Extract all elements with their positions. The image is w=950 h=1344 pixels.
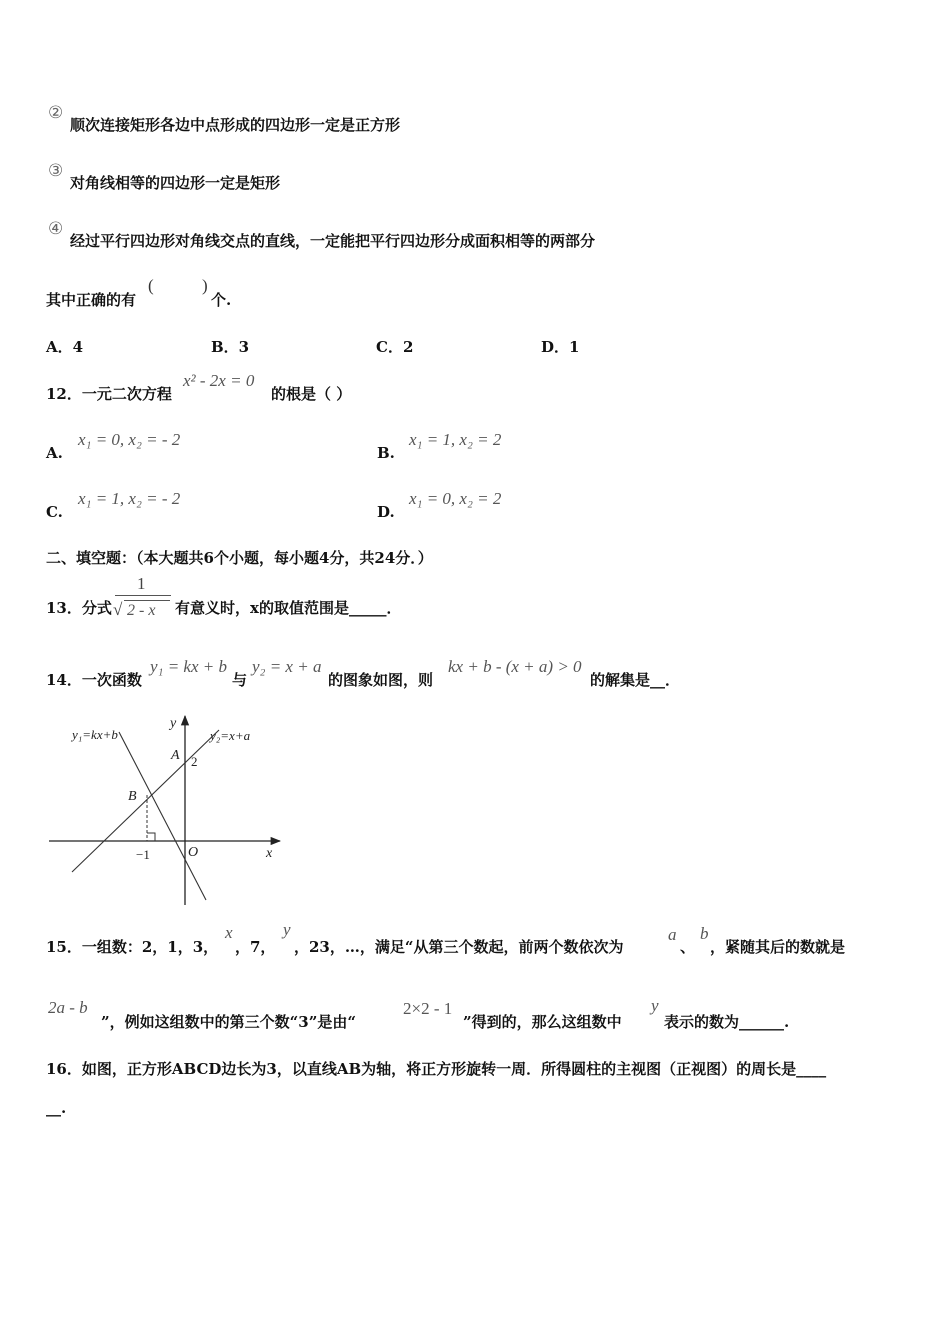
q13-fraction-bar [115, 595, 171, 596]
section-2-heading: 二、填空题：（本大题共6个小题，每小题4分，共24分．） [46, 549, 433, 567]
q15-y-2: y [651, 996, 659, 1015]
q11-paren-close: ) [202, 276, 208, 295]
q15-b: b [700, 924, 709, 943]
q15-mid: ，23，…，满足“从第三个数起，前两个数依次为 [294, 938, 624, 956]
statement-4-text: 经过平行四边形对角线交点的直线，一定能把平行四边形分成面积相等的两部分 [70, 232, 596, 250]
q15-expression: 2a - b [48, 998, 88, 1017]
label-y1: y₁=kx+b [72, 727, 118, 742]
q13-suffix: 有意义时，x的取值范围是_____． [175, 599, 402, 617]
q12-option-b-label: B. [377, 444, 395, 462]
statement-2-text: 顺次连接矩形各边中点形成的四边形一定是正方形 [70, 116, 401, 134]
q12-option-c-label: C. [46, 503, 63, 521]
q15-line2-a: ”，例如这组数中的第三个数“3”是由“ [101, 1013, 356, 1031]
q12-prefix: 12．一元二次方程 [46, 385, 172, 403]
q11-option-d: D．1 [541, 338, 580, 356]
q12-option-c: x₁ = 1, x₂ = - 2 [78, 489, 181, 508]
q12-equation: x² - 2x = 0 [183, 371, 255, 390]
q13-numerator: 1 [137, 574, 146, 593]
q11-prefix: 其中正确的有 [46, 291, 137, 309]
q14-mid-1: 与 [232, 671, 248, 689]
q14-graph [44, 710, 294, 910]
statement-2-number: ② [48, 103, 64, 123]
q15-expression-2: 2×2 - 1 [403, 999, 453, 1018]
q12-option-b: x₁ = 1, x₂ = 2 [409, 430, 502, 449]
q11-option-c: C．2 [376, 338, 414, 356]
right-angle-mark [147, 833, 155, 841]
q11-option-b: B．3 [211, 338, 250, 356]
q15-line2-c: 表示的数为______. [664, 1013, 790, 1031]
q15-sep: ，7， [235, 938, 276, 956]
q13-sqrt-sign: √ [113, 600, 123, 619]
q15-prefix: 15．一组数：2，1，3， [46, 938, 219, 956]
origin-label: O [188, 845, 199, 860]
tick-2-label: 2 [191, 754, 198, 769]
q12-option-d: x₁ = 0, x₂ = 2 [409, 489, 502, 508]
q12-option-a-label: A. [46, 444, 63, 462]
q11-option-a: A．4 [46, 338, 84, 356]
q13-prefix: 13．分式 [46, 599, 112, 617]
q11-paren-open: ( [148, 276, 154, 295]
q15-x: x [225, 923, 233, 942]
point-b-label: B [128, 789, 137, 804]
statement-4-number: ④ [48, 219, 64, 239]
q11-suffix: 个. [211, 291, 232, 309]
statement-3-text: 对角线相等的四边形一定是矩形 [70, 174, 281, 192]
q12-suffix: 的根是（ ） [271, 385, 352, 403]
axis-x-label: x [266, 846, 273, 861]
q12-option-a: x₁ = 0, x₂ = - 2 [78, 430, 181, 449]
q15-tail: ，紧随其后的数就是 [710, 938, 846, 956]
q14-function-1: y₁ = kx + b [150, 657, 227, 676]
q16-line-1: 16．如图，正方形ABCD边长为3，以直线AB为轴，将正方形旋转一周．所得圆柱的主视图（正视图）的周长是____ [46, 1060, 827, 1078]
q15-a: a [668, 925, 677, 944]
q15-y: y [283, 920, 291, 939]
q12-option-d-label: D. [377, 503, 395, 521]
q14-inequality: kx + b - (x + a) > 0 [448, 657, 582, 676]
axis-y-label: y [170, 716, 177, 731]
q15-dun: 、 [680, 938, 696, 956]
point-a-label: A [171, 748, 180, 763]
label-y2: y₂=x+a [210, 728, 251, 743]
statement-3-number: ③ [48, 161, 64, 181]
q13-denominator: 2 - x [127, 602, 156, 619]
q14-function-2: y₂ = x + a [252, 657, 322, 676]
q13-sqrt-bar [124, 600, 170, 601]
q14-mid-2: 的图象如图，则 [328, 671, 434, 689]
q14-suffix: 的解集是__． [590, 671, 681, 689]
q15-line2-b: ”得到的，那么这组数中 [463, 1013, 622, 1031]
tick-minus-1-label: −1 [136, 847, 150, 862]
q16-line-2: __. [46, 1099, 67, 1117]
q14-prefix: 14．一次函数 [46, 671, 142, 689]
